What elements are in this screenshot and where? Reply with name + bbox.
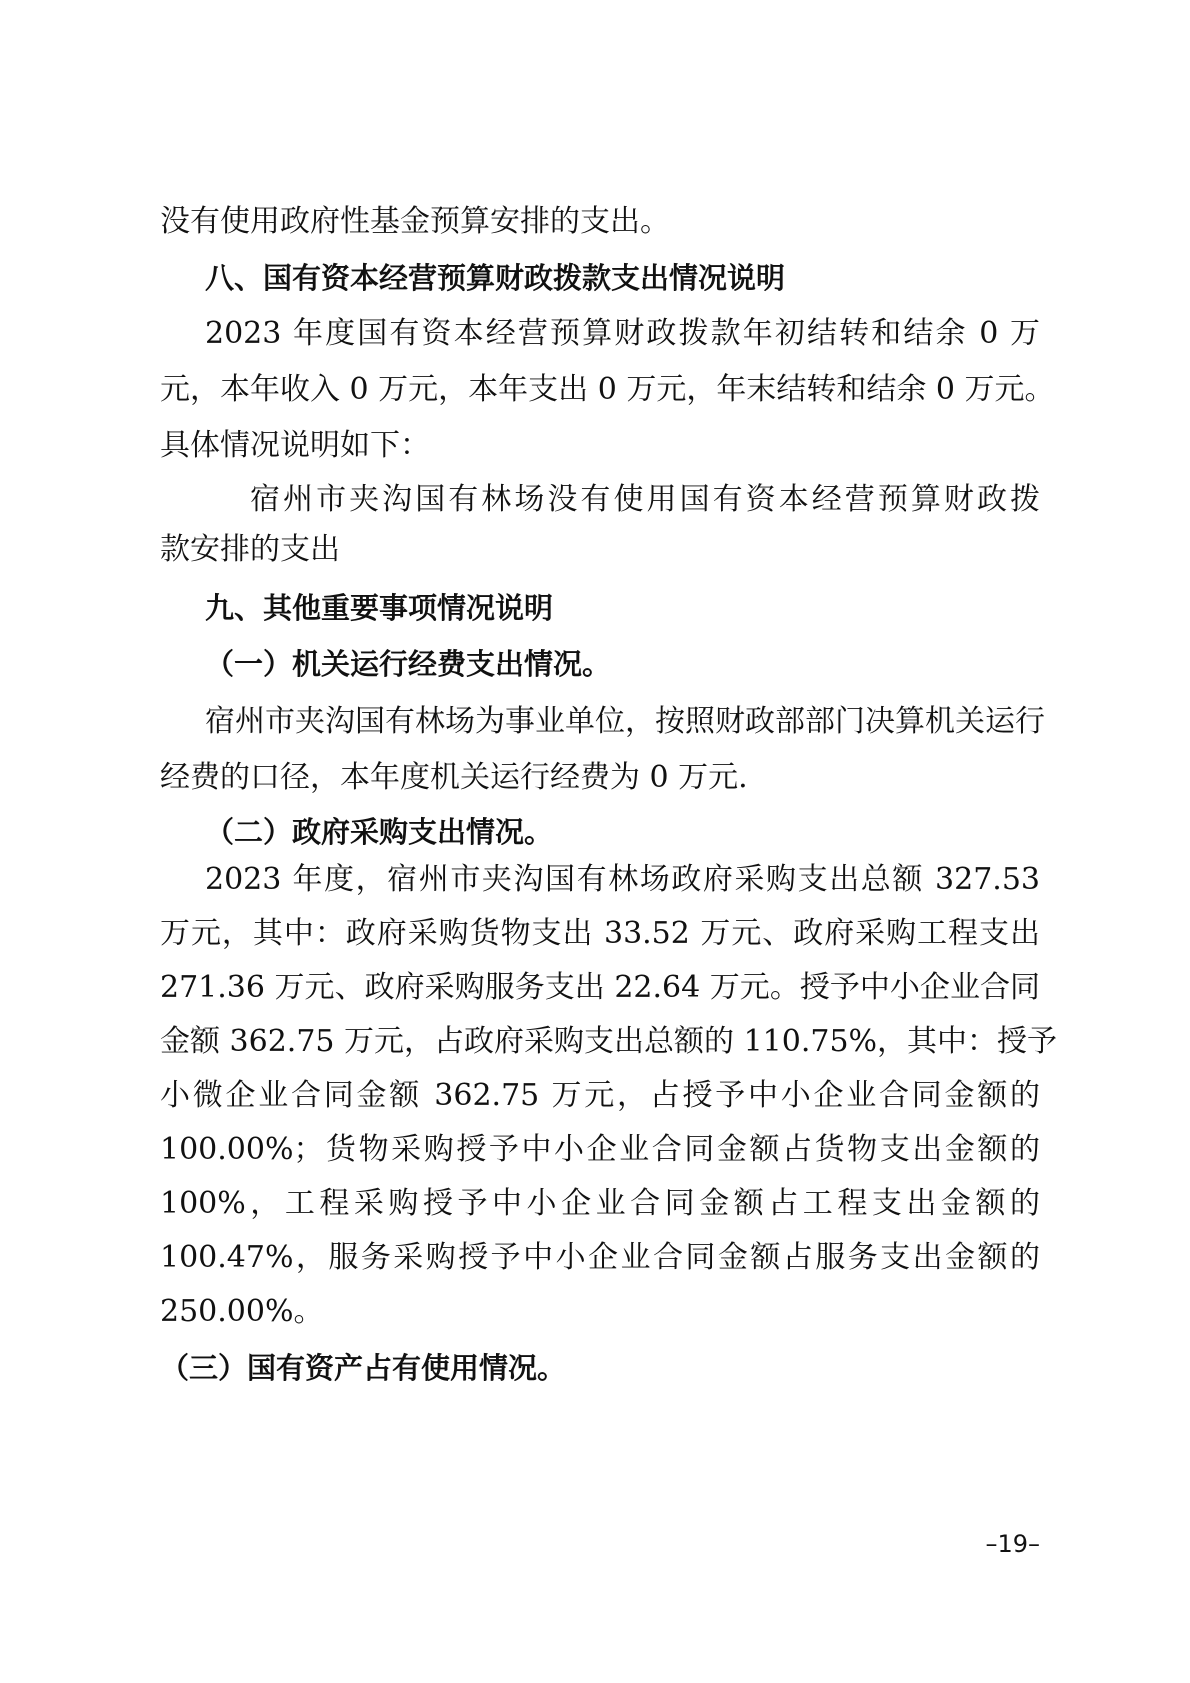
section-heading-8: 八、国有资本经营预算财政拨款支出情况说明: [205, 261, 786, 295]
section-heading-9: 九、其他重要事项情况说明: [205, 591, 554, 625]
body-text-line: 100%，工程采购授予中小企业合同金额占工程支出金额的: [160, 1186, 1040, 1221]
body-text-line: 金额 362.75 万元，占政府采购支出总额的 110.75%，其中：授予: [160, 1024, 1058, 1059]
body-text-line: 宿州市夹沟国有林场为事业单位，按照财政部部门决算机关运行: [205, 704, 1045, 739]
body-text-line: 没有使用政府性基金预算安排的支出。: [160, 204, 670, 239]
body-text-line: 具体情况说明如下：: [160, 428, 430, 463]
body-text-line: 宿州市夹沟国有林场没有使用国有资本经营预算财政拨: [250, 482, 1040, 517]
subsection-heading-3: （三）国有资产占有使用情况。: [160, 1351, 567, 1385]
body-text-line: 万元，其中：政府采购货物支出 33.52 万元、政府采购工程支出: [160, 916, 1040, 951]
body-text-line: 经费的口径，本年度机关运行经费为 0 万元.: [160, 760, 748, 795]
page-number: –19–: [985, 1530, 1040, 1558]
body-text-line: 2023 年度国有资本经营预算财政拨款年初结转和结余 0 万: [205, 316, 1040, 351]
body-text-line: 100.00%；货物采购授予中小企业合同金额占货物支出金额的: [160, 1132, 1040, 1167]
subsection-heading-1: （一）机关运行经费支出情况。: [205, 647, 612, 681]
body-text-line: 款安排的支出: [160, 532, 340, 567]
subsection-heading-2: （二）政府采购支出情况。: [205, 815, 554, 849]
body-text-line: 250.00%。: [160, 1294, 324, 1329]
body-text-line: 小微企业合同金额 362.75 万元，占授予中小企业合同金额的: [160, 1078, 1040, 1113]
body-text-line: 100.47%，服务采购授予中小企业合同金额占服务支出金额的: [160, 1240, 1040, 1275]
body-text-line: 元，本年收入 0 万元，本年支出 0 万元，年末结转和结余 0 万元。: [160, 372, 1055, 407]
body-text-line: 271.36 万元、政府采购服务支出 22.64 万元。授予中小企业合同: [160, 970, 1040, 1005]
body-text-line: 2023 年度，宿州市夹沟国有林场政府采购支出总额 327.53: [205, 862, 1040, 897]
